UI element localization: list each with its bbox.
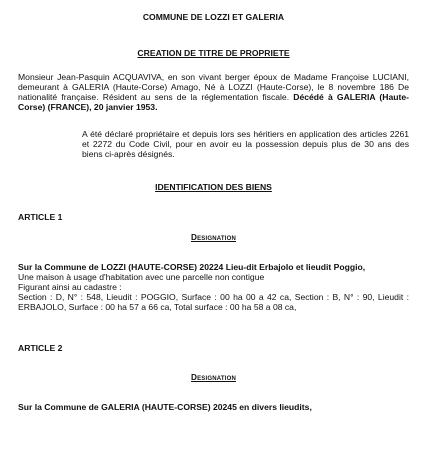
possession-text: A été déclaré propriétaire et depuis lors ses héritiers en application des articles 2261 et 2272 du Code Civil, pour en avoir eu la possession depuis plus de 30 ans des biens ci-après désignés.	[82, 129, 409, 160]
article-1-line-3: Section : D, N° : 548, Lieudit : POGGIO, Surface : 00 ha 00 a 42 ca, Section : B, N° : 90, Lieudit : ERBAJOLO, Surface : 00 ha 57 a 66 ca, Total surface : 00 ha 58 a 08 ca,	[18, 292, 409, 313]
document-header: COMMUNE DE LOZZI ET GALERIA	[142, 12, 285, 22]
article-1-body	[18, 262, 409, 312]
article-2-title: ARTICLE 2	[18, 343, 63, 353]
article-2-location: Sur la Commune de GALERIA (HAUTE-CORSE) 20245 en divers lieudits,	[18, 402, 312, 412]
death-statement: Décédé à GALERIA (Haute-Corse) (FRANCE), 20 janvier 1953.	[18, 92, 410, 113]
possession-paragraph	[18, 129, 409, 159]
article-1-line-1: Une maison à usage d'habitation avec une parcelle non contigue	[18, 272, 265, 283]
article-1-line-2: Figurant ainsi au cadastre :	[18, 282, 122, 293]
section-title: CREATION DE TITRE DE PROPRIETE	[137, 48, 290, 58]
intro-paragraph	[18, 72, 409, 112]
article-1-designation: Designation	[190, 233, 236, 242]
article-2-designation: Designation	[190, 373, 236, 382]
article-1-designation-wrap	[18, 232, 409, 243]
article-1-title: ARTICLE 1	[18, 212, 63, 222]
identification-title: IDENTIFICATION DES BIENS	[155, 182, 272, 192]
article-1-location: Sur la Commune de LOZZI (HAUTE-CORSE) 20224 Lieu-dit Erbajolo et lieudit Poggio,	[18, 262, 366, 272]
intro-text: Monsieur Jean-Pasquin ACQUAVIVA, en son vivant berger époux de Madame Françoise LUCIANI, demeurant à GALERIA (Haute-Corse) Amago, Né à LOZZI (Haute-Corse), le 8 novembre 186 De nationalité française. Résident au sens de la réglementation fiscale.	[18, 72, 409, 103]
article-2-designation-wrap	[18, 372, 409, 383]
